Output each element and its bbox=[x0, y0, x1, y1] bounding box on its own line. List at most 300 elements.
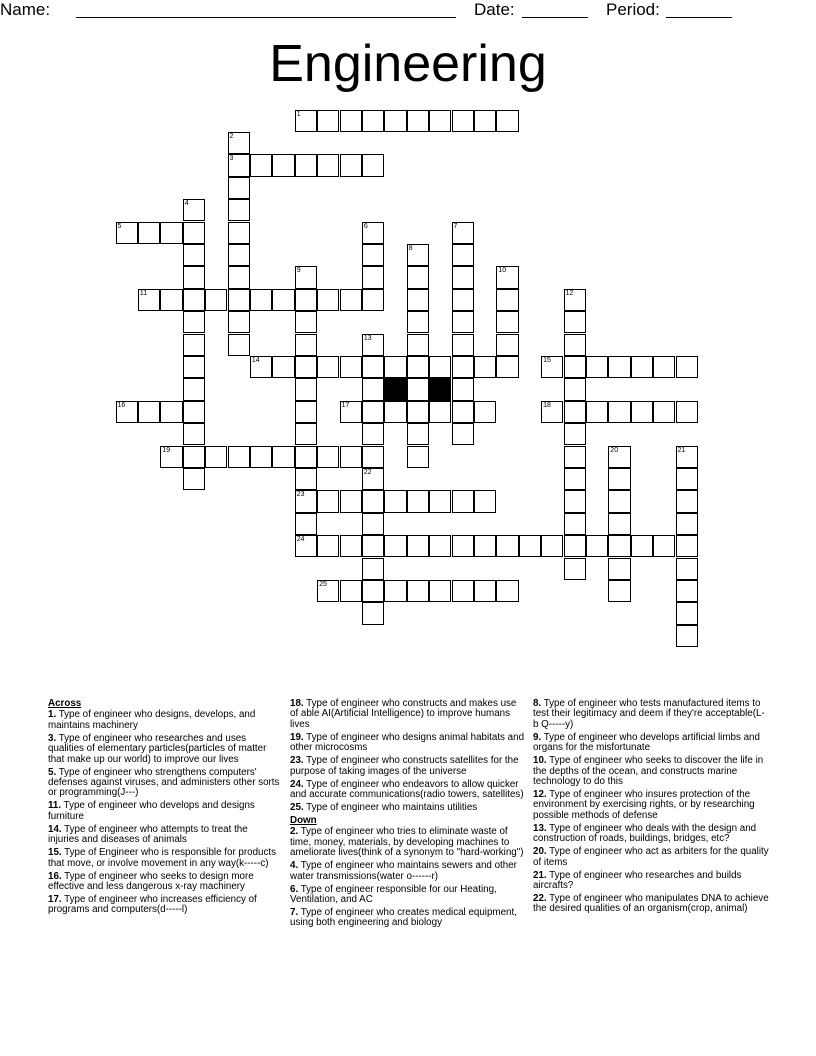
grid-cell[interactable] bbox=[317, 110, 339, 132]
grid-cell[interactable] bbox=[272, 356, 294, 378]
grid-cell[interactable] bbox=[452, 580, 474, 602]
grid-cell[interactable] bbox=[228, 289, 250, 311]
grid-cell[interactable] bbox=[474, 580, 496, 602]
grid-cell[interactable] bbox=[631, 401, 653, 423]
grid-cell[interactable] bbox=[564, 446, 586, 468]
grid-cell[interactable] bbox=[250, 356, 272, 378]
grid-cell[interactable] bbox=[564, 423, 586, 445]
grid-cell[interactable] bbox=[295, 468, 317, 490]
grid-cell[interactable] bbox=[340, 446, 362, 468]
grid-cell[interactable] bbox=[362, 334, 384, 356]
grid-cell[interactable] bbox=[631, 535, 653, 557]
down-clue bbox=[533, 699, 769, 730]
grid-cell[interactable] bbox=[317, 154, 339, 176]
down-heading: Down bbox=[290, 815, 317, 827]
clue-number-label: 5. bbox=[48, 766, 57, 778]
grid-cell[interactable] bbox=[205, 446, 227, 468]
clue-number-label: 18. bbox=[290, 698, 304, 709]
grid-cell[interactable] bbox=[183, 468, 205, 490]
grid-cell[interactable] bbox=[295, 311, 317, 333]
clue-number: 19 bbox=[162, 446, 171, 454]
grid-cell[interactable] bbox=[452, 266, 474, 288]
grid-cell[interactable] bbox=[496, 334, 518, 356]
grid-cell[interactable] bbox=[541, 356, 563, 378]
grid-cell[interactable] bbox=[496, 356, 518, 378]
across-clue bbox=[290, 780, 526, 801]
grid-cell[interactable] bbox=[362, 222, 384, 244]
clue-number: 24 bbox=[296, 536, 305, 544]
grid-cell[interactable] bbox=[362, 535, 384, 557]
grid-cell[interactable] bbox=[362, 602, 384, 624]
grid-cell[interactable] bbox=[340, 110, 362, 132]
clue-text: Type of engineer who researches and builds aircrafts? bbox=[533, 869, 742, 892]
grid-cell[interactable] bbox=[183, 446, 205, 468]
grid-cell[interactable] bbox=[407, 110, 429, 132]
grid-cell[interactable] bbox=[362, 513, 384, 535]
grid-cell[interactable] bbox=[608, 356, 630, 378]
grid-cell[interactable] bbox=[407, 311, 429, 333]
clue-number: 9 bbox=[296, 267, 301, 275]
clue-number: 11 bbox=[139, 289, 148, 297]
grid-cell[interactable] bbox=[452, 110, 474, 132]
grid-cell[interactable] bbox=[429, 110, 451, 132]
grid-cell[interactable] bbox=[474, 110, 496, 132]
grid-cell[interactable] bbox=[384, 490, 406, 512]
down-clue bbox=[290, 861, 526, 882]
grid-cell[interactable] bbox=[228, 199, 250, 221]
clue-number-label: 11. bbox=[48, 800, 62, 812]
clue-number: 18 bbox=[543, 401, 551, 409]
date-label: Date: bbox=[474, 0, 515, 19]
grid-cell[interactable] bbox=[228, 222, 250, 244]
grid-cell[interactable] bbox=[362, 446, 384, 468]
across-clue bbox=[48, 710, 280, 731]
grid-cell[interactable] bbox=[340, 289, 362, 311]
grid-cell[interactable] bbox=[116, 222, 138, 244]
grid-cell[interactable] bbox=[183, 266, 205, 288]
grid-cell[interactable] bbox=[676, 401, 698, 423]
grid-cell[interactable] bbox=[407, 356, 429, 378]
grid-cell[interactable] bbox=[205, 289, 227, 311]
across-clue bbox=[290, 733, 526, 754]
grid-cell[interactable] bbox=[228, 154, 250, 176]
grid-cell[interactable] bbox=[429, 535, 451, 557]
grid-cell[interactable] bbox=[608, 580, 630, 602]
clue-number-label: 25. bbox=[290, 802, 304, 814]
grid-cell[interactable] bbox=[474, 356, 496, 378]
grid-cell[interactable] bbox=[676, 558, 698, 580]
clue-number-label: 13. bbox=[533, 822, 547, 834]
clue-text: Type of engineer who deals with the design and construction of roads, buildings, bridges, etc? bbox=[533, 822, 757, 845]
grid-cell[interactable] bbox=[586, 535, 608, 557]
clue-number-label: 8. bbox=[533, 698, 542, 709]
grid-cell[interactable] bbox=[160, 289, 182, 311]
grid-cell[interactable] bbox=[564, 356, 586, 378]
grid-cell[interactable] bbox=[362, 266, 384, 288]
clue-text: Type of engineer responsible for our Heating, Ventilation, and AC bbox=[290, 883, 497, 906]
grid-block-cell bbox=[384, 378, 406, 400]
grid-cell[interactable] bbox=[564, 401, 586, 423]
down-clue-list-part-1 bbox=[290, 827, 526, 928]
grid-cell[interactable] bbox=[676, 468, 698, 490]
clue-number-label: 12. bbox=[533, 789, 547, 801]
grid-cell[interactable] bbox=[496, 289, 518, 311]
grid-cell[interactable] bbox=[362, 154, 384, 176]
grid-cell[interactable] bbox=[676, 580, 698, 602]
grid-cell[interactable] bbox=[407, 266, 429, 288]
clue-number-label: 3. bbox=[48, 732, 57, 744]
clue-number-label: 22. bbox=[533, 893, 547, 905]
grid-cell[interactable] bbox=[295, 535, 317, 557]
clue-number-label: 9. bbox=[533, 731, 542, 743]
grid-cell[interactable] bbox=[496, 110, 518, 132]
clue-text: Type of engineer who constructs and makes use of able AI(Artificial Intelligence) to improve humans lives bbox=[290, 698, 517, 730]
grid-cell[interactable] bbox=[608, 401, 630, 423]
grid-cell[interactable] bbox=[272, 154, 294, 176]
grid-cell[interactable] bbox=[228, 244, 250, 266]
clue-number: 4 bbox=[184, 200, 189, 208]
clue-number: 7 bbox=[453, 222, 458, 230]
grid-cell[interactable] bbox=[317, 535, 339, 557]
grid-cell[interactable] bbox=[362, 468, 384, 490]
clue-text: Type of engineer who designs animal habitats and other microcosms bbox=[290, 731, 525, 754]
clue-text: Type of engineer who seeks to design more effective and less dangerous x-ray machinery bbox=[48, 870, 254, 893]
across-clue bbox=[48, 848, 280, 869]
grid-cell[interactable] bbox=[519, 535, 541, 557]
down-clue bbox=[290, 827, 526, 858]
grid-cell[interactable] bbox=[564, 311, 586, 333]
clue-number: 8 bbox=[408, 244, 413, 252]
grid-cell[interactable] bbox=[183, 311, 205, 333]
grid-cell[interactable] bbox=[631, 356, 653, 378]
grid-cell[interactable] bbox=[228, 311, 250, 333]
grid-cell[interactable] bbox=[452, 311, 474, 333]
grid-cell[interactable] bbox=[138, 401, 160, 423]
grid-cell[interactable] bbox=[564, 558, 586, 580]
grid-cell[interactable] bbox=[272, 446, 294, 468]
grid-cell[interactable] bbox=[295, 334, 317, 356]
grid-cell[interactable] bbox=[474, 401, 496, 423]
clue-number-label: 19. bbox=[290, 731, 304, 743]
grid-cell[interactable] bbox=[452, 356, 474, 378]
grid-block-cell bbox=[429, 378, 451, 400]
grid-cell[interactable] bbox=[429, 401, 451, 423]
grid-cell[interactable] bbox=[183, 244, 205, 266]
clue-text: Type of engineer who seeks to discover the life in the depths of the ocean, and constructs marine technology to do this bbox=[533, 755, 764, 788]
clue-column-2 bbox=[290, 699, 526, 931]
grid-cell[interactable] bbox=[496, 311, 518, 333]
clue-number-label: 10. bbox=[533, 755, 547, 767]
down-clue bbox=[533, 871, 769, 892]
clue-number: 1 bbox=[296, 110, 301, 118]
grid-cell[interactable] bbox=[295, 490, 317, 512]
grid-cell[interactable] bbox=[564, 378, 586, 400]
clue-text: Type of engineer who tries to eliminate waste of time, money, materials, by developing machines to ameliorate lives(think of a synonym to "hard-working") bbox=[290, 826, 524, 859]
grid-cell[interactable] bbox=[362, 490, 384, 512]
clue-number-label: 16. bbox=[48, 870, 62, 882]
grid-cell[interactable] bbox=[384, 356, 406, 378]
down-clue bbox=[533, 847, 769, 868]
grid-cell[interactable] bbox=[362, 580, 384, 602]
grid-cell[interactable] bbox=[295, 446, 317, 468]
grid-cell[interactable] bbox=[138, 289, 160, 311]
grid-cell[interactable] bbox=[295, 154, 317, 176]
grid-cell[interactable] bbox=[362, 378, 384, 400]
grid-cell[interactable] bbox=[317, 356, 339, 378]
grid-cell[interactable] bbox=[676, 625, 698, 647]
grid-cell[interactable] bbox=[362, 423, 384, 445]
grid-cell[interactable] bbox=[183, 289, 205, 311]
grid-cell[interactable] bbox=[317, 289, 339, 311]
clue-text: Type of engineer who develops artificial limbs and organs for the misfortunate bbox=[533, 731, 760, 754]
clue-number: 15 bbox=[543, 356, 551, 364]
grid-cell[interactable] bbox=[340, 580, 362, 602]
clue-number: 22 bbox=[363, 468, 372, 476]
grid-cell[interactable] bbox=[116, 401, 138, 423]
clue-text: Type of engineer who insures protection of the environment by exercising rights, or by researching possible methods of defense bbox=[533, 789, 755, 821]
grid-cell[interactable] bbox=[608, 446, 630, 468]
page-title: Engineering bbox=[269, 35, 547, 93]
grid-cell[interactable] bbox=[496, 580, 518, 602]
grid-cell[interactable] bbox=[429, 580, 451, 602]
grid-cell[interactable] bbox=[362, 289, 384, 311]
grid-cell[interactable] bbox=[317, 490, 339, 512]
grid-cell[interactable] bbox=[295, 423, 317, 445]
grid-cell[interactable] bbox=[295, 401, 317, 423]
down-clue bbox=[533, 756, 769, 787]
grid-cell[interactable] bbox=[452, 535, 474, 557]
grid-cell[interactable] bbox=[407, 490, 429, 512]
grid-cell[interactable] bbox=[183, 334, 205, 356]
clue-text: Type of engineer who endeavors to allow quicker and accurate communications(radio towers, satellites) bbox=[290, 778, 524, 801]
clue-text: Type of engineer who manipulates DNA to achieve the desired qualities of an organism(crop, animal) bbox=[533, 893, 769, 915]
grid-cell[interactable] bbox=[452, 289, 474, 311]
grid-cell[interactable] bbox=[317, 446, 339, 468]
grid-cell[interactable] bbox=[608, 490, 630, 512]
clue-number-label: 17. bbox=[48, 894, 62, 906]
period-label: Period: bbox=[606, 0, 660, 19]
grid-cell[interactable] bbox=[272, 289, 294, 311]
grid-cell[interactable] bbox=[474, 490, 496, 512]
clue-number: 17 bbox=[341, 401, 350, 409]
grid-cell[interactable] bbox=[653, 401, 675, 423]
grid-cell[interactable] bbox=[541, 535, 563, 557]
down-clue bbox=[533, 894, 769, 915]
grid-cell[interactable] bbox=[564, 490, 586, 512]
across-clue bbox=[48, 734, 280, 765]
grid-cell[interactable] bbox=[608, 535, 630, 557]
grid-cell[interactable] bbox=[160, 401, 182, 423]
grid-cell[interactable] bbox=[340, 401, 362, 423]
clue-text: Type of engineer who act as arbiters for the quality of items bbox=[533, 846, 769, 868]
clue-text: Type of Engineer who is responsible for products that move, or involve movement in any way(k-----c) bbox=[48, 847, 277, 869]
grid-cell[interactable] bbox=[676, 513, 698, 535]
grid-cell[interactable] bbox=[295, 289, 317, 311]
grid-cell[interactable] bbox=[295, 266, 317, 288]
across-clue-list-part-1 bbox=[48, 710, 280, 915]
grid-cell[interactable] bbox=[160, 222, 182, 244]
grid-cell[interactable] bbox=[452, 490, 474, 512]
clue-number: 16 bbox=[117, 401, 126, 409]
clue-text: Type of engineer who tests manufactured items to test their legitimacy and deem if they're acceptable(L-b Q-----y) bbox=[533, 698, 765, 730]
grid-cell[interactable] bbox=[407, 446, 429, 468]
grid-cell[interactable] bbox=[452, 423, 474, 445]
across-clue bbox=[48, 872, 280, 893]
grid-cell[interactable] bbox=[160, 446, 182, 468]
grid-cell[interactable] bbox=[340, 154, 362, 176]
grid-cell[interactable] bbox=[228, 266, 250, 288]
grid-cell[interactable] bbox=[340, 490, 362, 512]
clue-column-3 bbox=[533, 699, 769, 917]
grid-cell[interactable] bbox=[340, 356, 362, 378]
clue-number-label: 21. bbox=[533, 869, 547, 881]
grid-cell[interactable] bbox=[340, 535, 362, 557]
grid-cell[interactable] bbox=[608, 513, 630, 535]
grid-cell[interactable] bbox=[452, 378, 474, 400]
grid-cell[interactable] bbox=[564, 513, 586, 535]
grid-cell[interactable] bbox=[564, 289, 586, 311]
grid-cell[interactable] bbox=[228, 446, 250, 468]
across-clue bbox=[48, 825, 280, 846]
clue-text: Type of engineer who develops and designs furniture bbox=[48, 800, 255, 822]
grid-cell[interactable] bbox=[474, 535, 496, 557]
grid-cell[interactable] bbox=[407, 580, 429, 602]
grid-cell[interactable] bbox=[407, 244, 429, 266]
grid-cell[interactable] bbox=[295, 110, 317, 132]
grid-cell[interactable] bbox=[138, 222, 160, 244]
grid-cell[interactable] bbox=[496, 266, 518, 288]
down-clue bbox=[533, 733, 769, 754]
grid-cell[interactable] bbox=[183, 222, 205, 244]
grid-cell[interactable] bbox=[250, 289, 272, 311]
grid-cell[interactable] bbox=[228, 132, 250, 154]
down-clue-list-part-2 bbox=[533, 699, 769, 915]
grid-cell[interactable] bbox=[384, 580, 406, 602]
grid-cell[interactable] bbox=[183, 356, 205, 378]
grid-cell[interactable] bbox=[676, 602, 698, 624]
grid-cell[interactable] bbox=[541, 401, 563, 423]
grid-cell[interactable] bbox=[183, 401, 205, 423]
grid-cell[interactable] bbox=[362, 356, 384, 378]
grid-cell[interactable] bbox=[608, 468, 630, 490]
clue-number: 2 bbox=[229, 132, 234, 140]
across-clue bbox=[290, 699, 526, 730]
clue-number-label: 1. bbox=[48, 709, 57, 721]
clue-number: 13 bbox=[363, 334, 372, 342]
grid-cell[interactable] bbox=[496, 535, 518, 557]
grid-cell[interactable] bbox=[407, 378, 429, 400]
clue-text: Type of engineer who designs, develops, and maintains machinery bbox=[48, 709, 256, 731]
grid-cell[interactable] bbox=[183, 423, 205, 445]
grid-cell[interactable] bbox=[653, 535, 675, 557]
clue-number: 25 bbox=[319, 580, 327, 588]
clue-number: 10 bbox=[498, 267, 507, 275]
grid-cell[interactable] bbox=[384, 401, 406, 423]
clue-text: Type of engineer who creates medical equipment, using both engineering and biology bbox=[290, 907, 517, 929]
grid-cell[interactable] bbox=[228, 177, 250, 199]
grid-cell[interactable] bbox=[676, 446, 698, 468]
grid-cell[interactable] bbox=[384, 110, 406, 132]
name-label: Name: bbox=[0, 0, 51, 19]
clue-number: 12 bbox=[565, 289, 574, 297]
clue-number-label: 4. bbox=[290, 860, 299, 872]
grid-cell[interactable] bbox=[407, 535, 429, 557]
clue-text: Type of engineer who maintains utilities bbox=[303, 802, 478, 814]
grid-cell[interactable] bbox=[676, 356, 698, 378]
clue-text: Type of engineer who attempts to treat the injuries and diseases of animals bbox=[48, 823, 248, 846]
grid-cell[interactable] bbox=[407, 401, 429, 423]
clue-number: 21 bbox=[677, 446, 686, 454]
grid-cell[interactable] bbox=[407, 289, 429, 311]
clue-number-label: 7. bbox=[290, 907, 299, 919]
across-clue bbox=[290, 756, 526, 777]
grid-cell[interactable] bbox=[295, 356, 317, 378]
grid-cell[interactable] bbox=[586, 356, 608, 378]
clue-text: Type of engineer who maintains sewers and other water transmissions(water o------r) bbox=[290, 860, 517, 882]
clue-number: 5 bbox=[117, 222, 122, 230]
grid-cell[interactable] bbox=[362, 401, 384, 423]
clue-number-label: 15. bbox=[48, 847, 62, 859]
grid-cell[interactable] bbox=[676, 535, 698, 557]
grid-cell[interactable] bbox=[429, 490, 451, 512]
grid-cell[interactable] bbox=[295, 513, 317, 535]
grid-cell[interactable] bbox=[407, 423, 429, 445]
grid-cell[interactable] bbox=[250, 154, 272, 176]
clue-column-1 bbox=[48, 699, 280, 918]
clue-text: Type of engineer who increases efficiency of programs and computers(d-----l) bbox=[48, 894, 257, 916]
clue-number-label: 6. bbox=[290, 883, 299, 895]
grid-cell[interactable] bbox=[608, 558, 630, 580]
clue-number: 6 bbox=[363, 222, 368, 230]
grid-cell[interactable] bbox=[676, 490, 698, 512]
grid-cell[interactable] bbox=[362, 244, 384, 266]
grid-cell[interactable] bbox=[407, 334, 429, 356]
clue-number-label: 2. bbox=[290, 826, 299, 838]
grid-cell[interactable] bbox=[384, 535, 406, 557]
grid-cell[interactable] bbox=[183, 378, 205, 400]
grid-cell[interactable] bbox=[317, 580, 339, 602]
grid-cell[interactable] bbox=[228, 334, 250, 356]
across-clue bbox=[290, 803, 526, 813]
grid-cell[interactable] bbox=[362, 110, 384, 132]
grid-cell[interactable] bbox=[183, 199, 205, 221]
grid-cell[interactable] bbox=[452, 334, 474, 356]
clue-number-label: 14. bbox=[48, 823, 62, 835]
grid-cell[interactable] bbox=[653, 356, 675, 378]
grid-cell[interactable] bbox=[586, 401, 608, 423]
down-clue bbox=[290, 885, 526, 906]
grid-cell[interactable] bbox=[452, 244, 474, 266]
grid-cell[interactable] bbox=[362, 558, 384, 580]
grid-cell[interactable] bbox=[452, 222, 474, 244]
clue-text: Type of engineer who strengthens computers' defenses against viruses, and administers other sorts or programming(J---) bbox=[48, 766, 280, 799]
clue-number-label: 24. bbox=[290, 778, 304, 790]
down-clue bbox=[533, 790, 769, 821]
across-heading: Across bbox=[48, 698, 82, 709]
down-clue bbox=[290, 908, 526, 929]
clue-number: 20 bbox=[610, 446, 619, 454]
clue-text: Type of engineer who constructs satellites for the purpose of taking images of the universe bbox=[290, 755, 519, 777]
grid-cell[interactable] bbox=[564, 535, 586, 557]
grid-cell[interactable] bbox=[250, 446, 272, 468]
grid-cell[interactable] bbox=[295, 378, 317, 400]
grid-cell[interactable] bbox=[564, 468, 586, 490]
grid-cell[interactable] bbox=[452, 401, 474, 423]
across-clue bbox=[48, 895, 280, 916]
grid-cell[interactable] bbox=[429, 356, 451, 378]
clue-number-label: 20. bbox=[533, 846, 547, 858]
grid-cell[interactable] bbox=[564, 334, 586, 356]
